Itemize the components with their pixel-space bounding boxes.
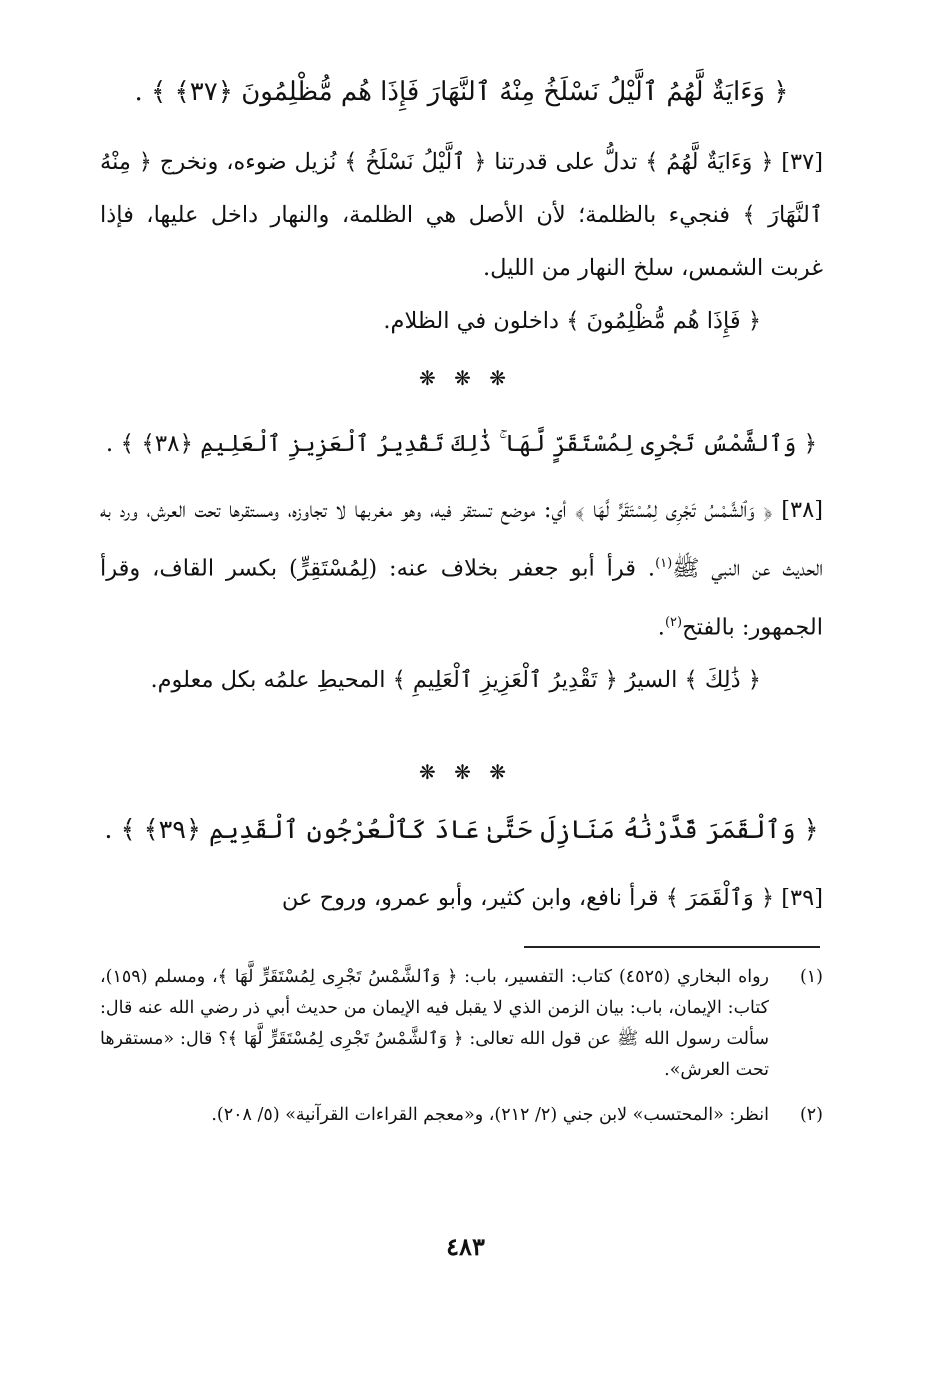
commentary-38-text-end: . (657, 614, 665, 640)
footnote-2 (100, 1100, 823, 1131)
footnote-ref-1: (١) (655, 556, 673, 571)
section-separator-2: ❋ ❋ ❋ (419, 760, 512, 784)
page-number: ٤٨٣ (446, 1232, 485, 1261)
footnote-divider (524, 946, 820, 948)
footnote-2-number: (٢) (799, 1105, 823, 1125)
footnote-1-text: رواه البخاري (٤٥٢٥) كتاب: التفسير، باب: ﴿ وَٱلشَّمْسُ تَجْرِى لِمُسْتَقَرٍّ لَّهَا ﴾، ومسلم (١٥٩)، كتاب: الإيمان، باب: بيان الزمن الذي لا يقبل فيه الإيمان من حديث أبي ذر رضي الله عنه قال: سألت رسول الله ﷺ عن قول الله تعالى: ﴿ وَٱلشَّمْسُ تَجْرِى لِمُسْتَقَرٍّ لَّهَا ﴾؟ قال: «مستقرها تحت العرش». (100, 967, 770, 1080)
footnote-1-number: (١) (799, 967, 823, 987)
footnotes (100, 962, 823, 1131)
commentary-38-paragraph (100, 484, 823, 654)
footnote-2-text: انظر: «المحتسب» لابن جني (٢/ ٢١٢)، و«معجم القراءات القرآنية» (٥/ ٢٠٨). (211, 1105, 769, 1125)
commentary-38-text-a: [٣٨] ﴿ وَٱلشَّمْسُ تَجْرِى لِمُسْتَقَرٍّ لَّهَا ﴾ أي: موضع تستقر فيه، وهو مغربها لا تجاوزه، ومستقرها تحت العرش، ورد به الحديث عن النبي ﷺ (100, 497, 823, 582)
footnote-ref-2: (٢) (664, 614, 683, 630)
ayah-38-verse: ﴿ وَٱلشَّمْسُ تَجْرِى لِمُسْتَقَرٍّ لَّهَا ۚ ذَٰلِكَ تَقْدِيرُ ٱلْعَزِيزِ ٱلْعَلِيمِ ﴿٣٨﴾ ﴾ . (105, 431, 818, 457)
section-separator-1: ❋ ❋ ❋ (419, 366, 512, 390)
commentary-37 (100, 136, 823, 348)
commentary-38-followup: ﴿ ذَٰلِكَ ﴾ السيرُ ﴿ تَقْدِيرُ ٱلْعَزِيزِ ٱلْعَلِيمِ ﴾ المحيطِ علمُه بكل معلوم. (150, 667, 761, 693)
commentary-38 (100, 484, 823, 707)
ayah-37-verse: ﴿ وَءَايَةٌ لَّهُمُ ٱلَّيْلُ نَسْلَخُ مِنْهُ ٱلنَّهَارَ فَإِذَا هُم مُّظْلِمُونَ ﴿٣٧﴾ ﴾ . (134, 77, 789, 107)
commentary-39-paragraph: [٣٩] ﴿ وَٱلْقَمَرَ ﴾ قرأ نافع، وابن كثير، وأبو عمرو، وروح عن (281, 885, 823, 911)
commentary-37-paragraph: [٣٧] ﴿ وَءَايَةٌ لَّهُمُ ﴾ تدلُّ على قدرتنا ﴿ ٱلَّيْلُ نَسْلَخُ ﴾ نُزيل ضوءه، ونخرج ﴿ مِنْهُ ٱلنَّهَارَ ﴾ فنجيء بالظلمة؛ لأن الأصل هي الظلمة، والنهار داخل عليها، فإذا غربت الشمس، سلخ النهار من الليل. (100, 149, 823, 281)
commentary-37-followup: ﴿ فَإِذَا هُم مُّظْلِمُونَ ﴾ داخلون في الظلام. (383, 308, 761, 334)
footnote-1 (100, 962, 823, 1086)
commentary-39 (100, 872, 823, 925)
ayah-39-verse: ﴿ وَٱلْقَمَرَ قَدَّرْنَٰهُ مَنَازِلَ حَتَّىٰ عَادَ كَٱلْعُرْجُونِ ٱلْقَدِيمِ ﴿٣٩﴾ ﴾ . (104, 815, 819, 845)
commentary-38-text-b: . قرأ أبو جعفر بخلاف عنه: (لِمُسْتَقِرٍّ) بكسر القاف، وقرأ الجمهور: بالفتح (100, 555, 823, 640)
